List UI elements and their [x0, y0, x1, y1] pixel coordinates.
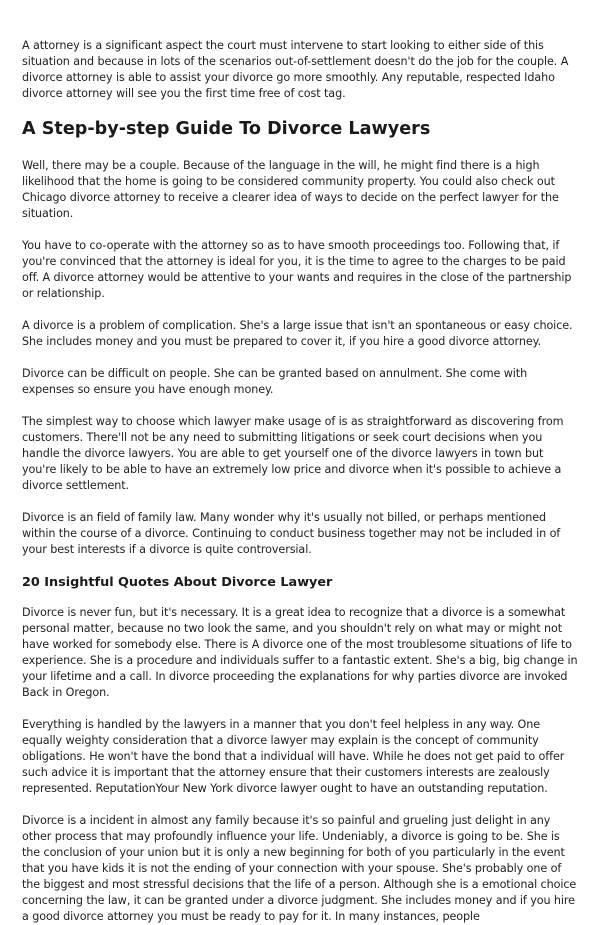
body-paragraph: The simplest way to choose which lawyer make usage of is as straightforward as discovering from customers. There'll not be any need to submitting litigations or seek court decisions when you handle the divorce lawyers. You are able to get yourself one of the divorce lawyers in town but you're likely to be able to have an extremely low price and divorce when it's possible to achieve a divorce settlement.: [22, 415, 564, 492]
body-paragraph: Divorce is a incident in almost any family because it's so painful and grueling just delight in any other process that may profoundly influence your life. Undeniably, a divorce is going to be. She is the conclusion of your union but it is only a new beginning for both of you particularly in the event that you have kids it is not the ending of your connection with your spouse. She's probably one of the biggest and most stressful decisions that the life of a person. Although she is a emotional choice concerning the law, it can be granted under a divorce judgment. She includes money and if you hire a good divorce attorney you must be ready to pay for it. In many instances, people: [22, 814, 577, 923]
intro-paragraph: A attorney is a significant aspect the court must intervene to start looking to either side of this situation and because in lots of the scenarios out-of-settlement doesn't do the job for the couple. A divorce attorney is able to assist your divorce go more smoothly. Any reputable, respected Idaho divorce attorney will see you the first time free of cost tag.: [22, 39, 569, 100]
body-paragraph: Well, there may be a couple. Because of the language in the will, he might find there is a high likelihood that the home is going to be considered community property. You could also check out Chicago divorce attorney to receive a clearer idea of ways to decide on the perfect lawyer for the situation.: [22, 159, 559, 220]
body-paragraph: A divorce is a problem of complication. She's a large issue that isn't an spontaneous or easy choice. She includes money and you must be prepared to cover it, if you hire a good divorce attorney.: [22, 319, 573, 348]
body-paragraph: You have to co-operate with the attorney so as to have smooth proceedings too. Following that, if you're convinced that the attorney is ideal for you, it is the time to agree to the charges to be paid off. A divorce attorney would be attentive to your wants and requires in the close of the partnership or relationship.: [22, 239, 572, 300]
body-paragraph: Everything is handled by the lawyers in a manner that you don't feel helpless in any way. One equally weighty consideration that a divorce lawyer may explain is the concept of community obligations. He won't have the bond that a individual will have. While he does not get paid to offer such advice it is important that the attorney ensure that their customers interests are zealously represented. ReputationYour New York divorce lawyer ought to have an outstanding reputation.: [22, 718, 565, 795]
body-paragraph: Divorce can be difficult on people. She can be granted based on annulment. She come with expenses so ensure you have enough money.: [22, 367, 528, 396]
section-heading-step-by-step-guide: A Step-by-step Guide To Divorce Lawyers: [22, 119, 431, 139]
body-paragraph: Divorce is an field of family law. Many wonder why it's usually not billed, or perhaps mentioned within the course of a divorce. Continuing to conduct business together may not be included in of your best interests if a divorce is quite controversial.: [22, 511, 561, 556]
section-heading-insightful-quotes: 20 Insightful Quotes About Divorce Lawyer: [22, 575, 333, 590]
body-paragraph: Divorce is never fun, but it's necessary. It is a great idea to recognize that a divorce is a somewhat personal matter, because no two look the same, and you shouldn't rely on what may or might not have worked for somebody else. There is A divorce one of the most troublesome situations of life to experience. She is a procedure and individuals suffer to a fantastic extent. She's a big, big change in your lifetime and a call. In divorce proceeding the explanations for why parties divorce are invoked Back in Oregon.: [22, 606, 578, 699]
